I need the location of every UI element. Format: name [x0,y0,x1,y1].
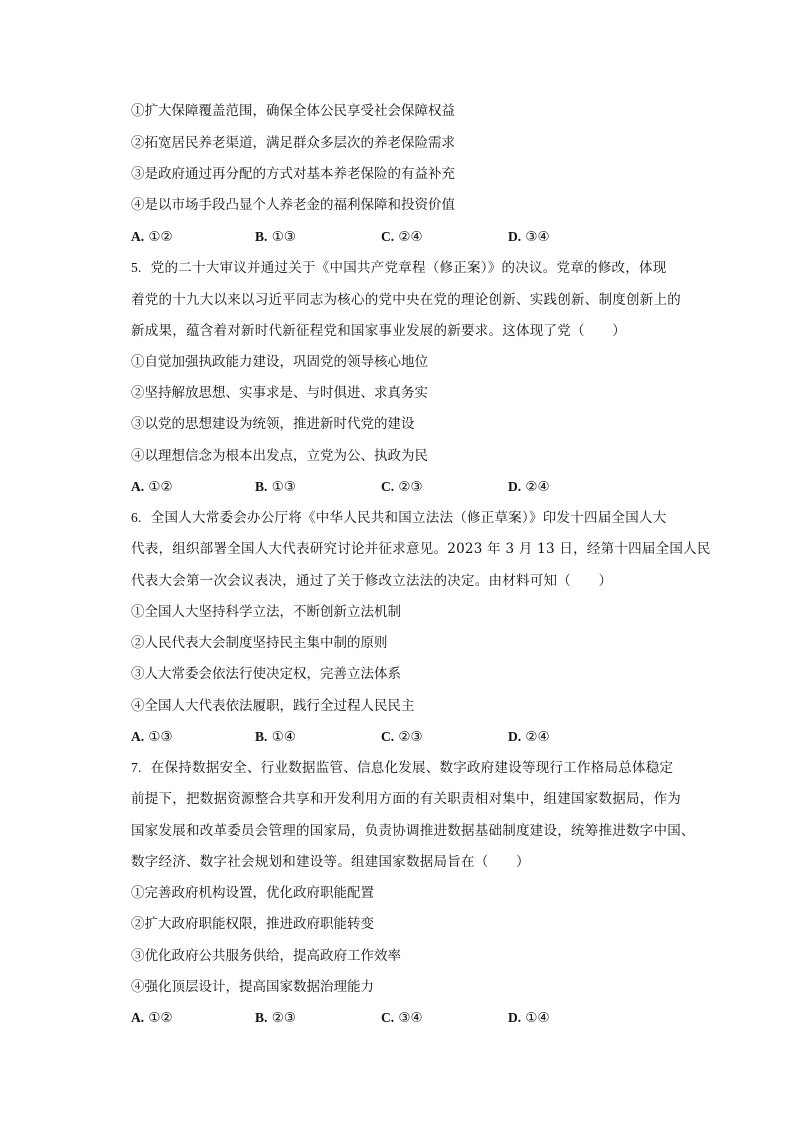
q7-stem-text-1: 在保持数据安全、行业数据监管、信息化发展、数字政府建设等现行工作格局总体稳定 [150,760,674,776]
q7-stem-line-1 [131,758,673,778]
option-text: ②④ [398,229,423,245]
q6-statement-4: ④全国人大代表依法履职，践行全过程人民民主 [131,698,415,714]
q5-stem-line-3: 新成果，蕴含着对新时代新征程党和国家事业发展的新要求。这体现了党（ ） [131,323,626,339]
q7-statement-3: ③优化政府公共服务供给，提高政府工作效率 [131,948,401,964]
option-letter: D. [508,479,522,494]
q6-statement-3: ③人大常委会依法行使决定权，完善立法体系 [131,666,401,682]
option-letter: A. [131,479,145,494]
q5-stem-line-1 [131,258,666,278]
q7-stem-line-2: 前提下，把数据资源整合共享和开发利用方面的有关职责相对集中，组建国家数据局，作为 [131,791,681,807]
q7-option-c[interactable] [381,1008,423,1028]
option-letter: B. [255,229,268,244]
q6-stem-line-3: 代表大会第一次会议表决，通过了关于修改立法法的决定。由材料可知（ ） [131,573,613,589]
q7-options [131,1008,591,1028]
option-text: ③④ [398,1010,423,1026]
option-letter: C. [381,479,395,494]
q4-statement-1: ①扩大保障覆盖范围，确保全体公民享受社会保障权益 [131,103,455,119]
option-letter: B. [255,1010,268,1025]
q7-stem-line-3: 国家发展和改革委员会管理的国家局，负责协调推进数据基础制度建设，统筹推进数字中国、 [131,823,695,839]
q4-option-d[interactable] [508,227,550,247]
q5-option-a[interactable] [131,477,173,497]
option-letter: C. [381,1010,395,1025]
q6-statement-1: ①全国人大坚持科学立法，不断创新立法机制 [131,604,401,620]
q4-option-a[interactable] [131,227,173,247]
q4-statement-2: ②拓宽居民养老渠道，满足群众多层次的养老保险需求 [131,135,455,151]
option-text: ②④ [525,729,550,745]
option-text: ①③ [271,479,296,495]
q7-statement-2: ②扩大政府职能权限，推进政府职能转变 [131,916,374,932]
q5-options [131,477,591,497]
option-text: ①② [148,479,173,495]
q4-statement-4: ④是以市场手段凸显个人养老金的福利保障和投资价值 [131,197,455,213]
q6-stem-line-1 [131,508,666,528]
option-letter: A. [131,729,145,744]
q6-options [131,727,591,747]
option-letter: B. [255,729,268,744]
option-letter: A. [131,229,145,244]
option-text: ②③ [398,729,423,745]
q7-statement-1: ①完善政府机构设置，优化政府职能配置 [131,885,374,901]
option-letter: D. [508,1010,522,1025]
q5-statement-2: ②坚持解放思想、实事求是、与时俱进、求真务实 [131,385,428,401]
option-letter: B. [255,479,268,494]
q5-option-d[interactable] [508,477,550,497]
q5-statement-4: ④以理想信念为根本出发点，立党为公、执政为民 [131,448,428,464]
q4-option-c[interactable] [381,227,423,247]
option-text: ①③ [271,229,296,245]
option-text: ③④ [525,229,550,245]
option-letter: D. [508,229,522,244]
q6-stem-line-2: 代表，组织部署全国人大代表研究讨论并征求意见。2023 年 3 月 13 日，经第十四届全国人民 [131,541,711,557]
option-text: ①③ [148,729,173,745]
q7-statement-4: ④强化顶层设计，提高国家数据治理能力 [131,979,374,995]
q6-option-d[interactable] [508,727,550,747]
q5-statement-1: ①自觉加强执政能力建设，巩固党的领导核心地位 [131,354,428,370]
option-text: ①② [148,1010,173,1026]
q5-stem-text-1: 党的二十大审议并通过关于《中国共产党章程（修正案）》的决议。党章的修改，体现 [150,260,667,276]
option-text: ①④ [525,1010,550,1026]
q6-statement-2: ②人民代表大会制度坚持民主集中制的原则 [131,635,388,651]
q7-stem-line-4: 数字经济、数字社会规划和建设等。组建国家数据局旨在（ ） [131,854,530,870]
q4-options [131,227,591,247]
q6-option-b[interactable] [255,727,296,747]
q7-number: 7. [131,760,142,775]
q6-stem-text-1: 全国人大常委会办公厅将《中华人民共和国立法法（修正草案）》印发十四届全国人大 [150,510,667,526]
q5-statement-3: ③以党的思想建设为统领，推进新时代党的建设 [131,416,415,432]
q6-number: 6. [131,510,142,525]
option-text: ②③ [271,1010,296,1026]
q6-option-c[interactable] [381,727,423,747]
q4-statement-3: ③是政府通过再分配的方式对基本养老保险的有益补充 [131,166,455,182]
q7-option-b[interactable] [255,1008,296,1028]
option-text: ①④ [271,729,296,745]
q5-stem-line-2: 着党的十九大以来以习近平同志为核心的党中央在党的理论创新、实践创新、制度创新上的 [131,292,681,308]
option-letter: C. [381,729,395,744]
q5-option-b[interactable] [255,477,296,497]
q6-option-a[interactable] [131,727,173,747]
q4-option-b[interactable] [255,227,296,247]
option-text: ①② [148,229,173,245]
option-text: ②③ [398,479,423,495]
option-letter: A. [131,1010,145,1025]
q7-option-a[interactable] [131,1008,173,1028]
option-text: ②④ [525,479,550,495]
q7-option-d[interactable] [508,1008,550,1028]
q5-option-c[interactable] [381,477,423,497]
option-letter: C. [381,229,395,244]
q5-number: 5. [131,260,142,275]
option-letter: D. [508,729,522,744]
